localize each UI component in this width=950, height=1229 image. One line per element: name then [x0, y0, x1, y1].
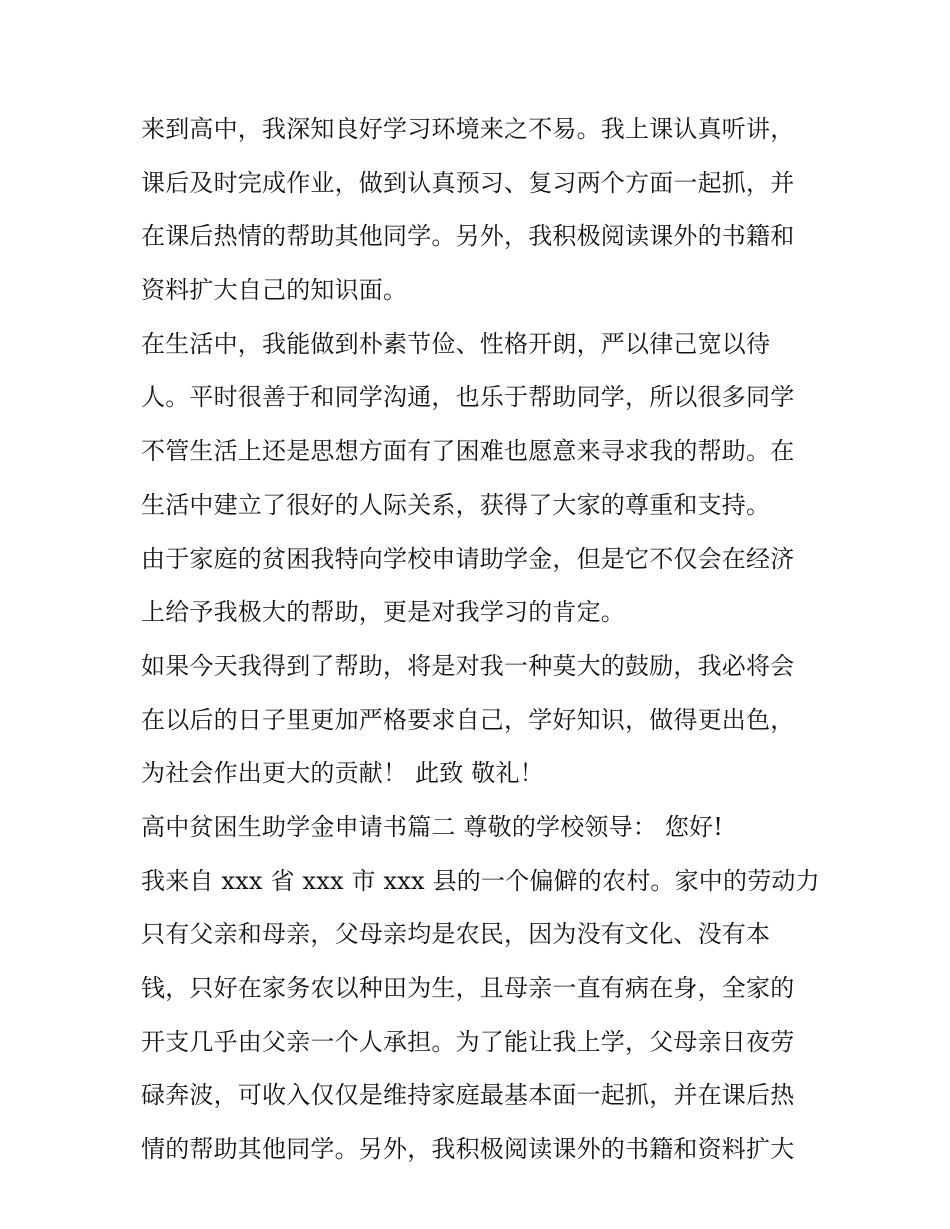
- text-line: 为社会作出更大的贡献！ 此致 敬礼！: [141, 759, 544, 788]
- text-line: 碌奔波，可收入仅仅是维持家庭最基本面一起抓，并在课后热: [141, 1081, 795, 1110]
- text-line: 来到高中，我深知良好学习环境来之不易。我上课认真听讲，: [141, 115, 795, 143]
- text-line: 钱，只好在家务农以种田为生，且母亲一直有病在身，全家的: [141, 974, 795, 1002]
- text-line: 我来自 xxx 省 xxx 市 xxx 县的一个偏僻的农村。家中的劳动力: [141, 866, 820, 895]
- text-line: 只有父亲和母亲，父母亲均是农民，因为没有文化、没有本: [141, 920, 771, 949]
- section-heading-line: 高中贫困生助学金申请书篇二 尊敬的学校领导： 您好!: [141, 812, 724, 841]
- text-line: 课后及时完成作业，做到认真预习、复习两个方面一起抓，并: [141, 168, 795, 197]
- text-line: 开支几乎由父亲一个人承担。为了能让我上学，父母亲日夜劳: [141, 1027, 795, 1056]
- document-body: [141, 103, 831, 1177]
- text-line: 由于家庭的贫困我特向学校申请助学金，但是它不仅会在经济: [141, 544, 795, 573]
- text-line: 上给予我极大的帮助，更是对我学习的肯定。: [141, 598, 625, 627]
- text-line: 在以后的日子里更加严格要求自己，学好知识，做得更出色，: [141, 705, 795, 734]
- text-line: 在课后热情的帮助其他同学。另外，我积极阅读课外的书籍和: [141, 222, 795, 251]
- text-line: 不管生活上还是思想方面有了困难也愿意来寻求我的帮助。在: [141, 437, 795, 466]
- text-line: 如果今天我得到了帮助，将是对我一种莫大的鼓励，我必将会: [141, 651, 795, 680]
- text-line: 资料扩大自己的知识面。: [141, 276, 408, 305]
- text-line: 生活中建立了很好的人际关系，获得了大家的尊重和支持。: [141, 490, 771, 519]
- text-line: 情的帮助其他同学。另外，我积极阅读课外的书籍和资料扩大: [141, 1135, 795, 1164]
- text-line: 在生活中，我能做到朴素节俭、性格开朗，严以律己宽以待: [141, 329, 771, 358]
- text-line: 人。平时很善于和同学沟通，也乐于帮助同学，所以很多同学: [141, 383, 795, 412]
